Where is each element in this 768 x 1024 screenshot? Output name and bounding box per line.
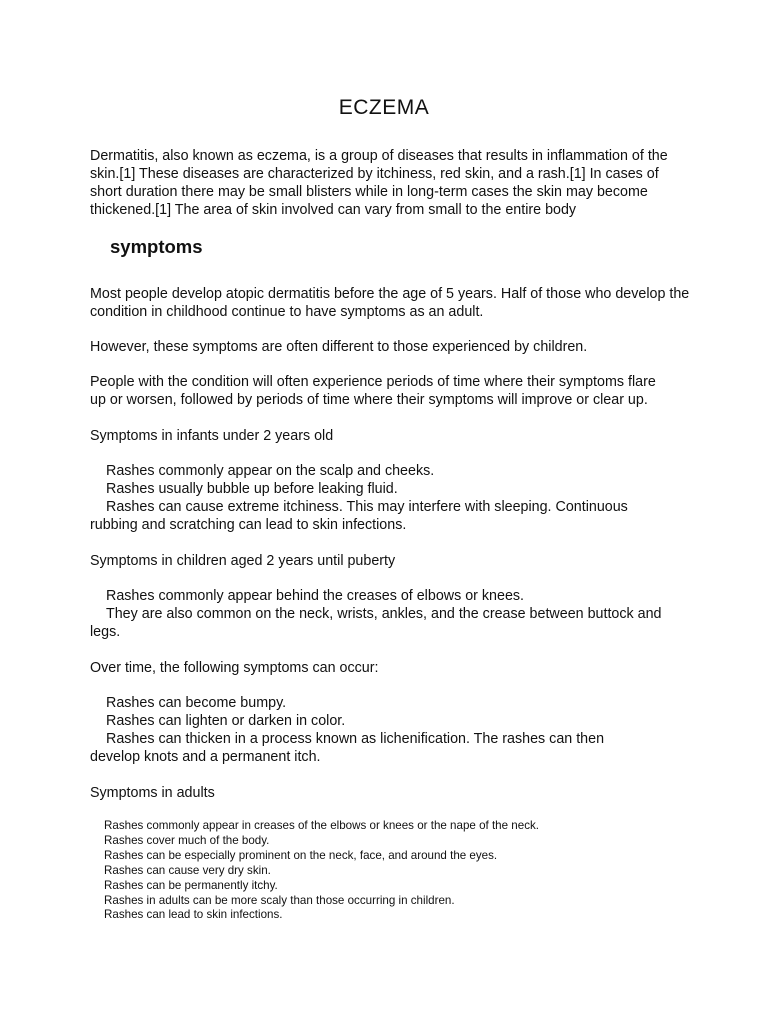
periods-paragraph: People with the condition will often experience periods of time where their symptoms flare up or worsen, followed by periods of time where their symptoms will improve or clear up. [90,374,656,408]
over-time-heading: Over time, the following symptoms can occur: [90,660,379,676]
intro-paragraph: Dermatitis, also known as eczema, is a group of diseases that results in inflammation of the skin.[1] These diseases are characterized by itchiness, red skin, and a rash.[1] In cases of short duration there may be small blisters while in long-term cases the skin may become thickened.[1] The area of skin involved can vary from small to the entire body [90,148,668,218]
adults-list [104,819,539,923]
children-list [90,587,680,641]
list-item: Rashes commonly appear on the scalp and cheeks. [106,463,435,479]
list-item: Rashes can lead to skin infections. [104,908,283,922]
list-item: Rashes in adults can be more scaly than those occurring in children. [104,893,455,907]
list-item: Rashes can thicken in a process known as lichenification. The rashes can then develop knots and a permanent itch. [90,731,605,765]
list-item: Rashes commonly appear behind the creases of elbows or knees. [106,588,525,604]
list-item: Rashes can cause extreme itchiness. This may interfere with sleeping. Continuous rubbing and scratching can lead to skin infections. [90,499,628,533]
children-heading: Symptoms in children aged 2 years until puberty [90,553,396,569]
list-item: Rashes can be permanently itchy. [104,878,278,892]
symptoms-heading: symptoms [110,236,203,257]
list-item: Rashes can be especially prominent on the neck, face, and around the eyes. [104,848,498,862]
infants-heading: Symptoms in infants under 2 years old [90,428,334,444]
over-time-list [90,694,650,766]
list-item: Rashes usually bubble up before leaking fluid. [106,481,398,497]
adults-heading: Symptoms in adults [90,785,215,801]
document-title: ECZEMA [338,96,430,119]
list-item: They are also common on the neck, wrists, ankles, and the crease between buttock and legs. [90,606,662,640]
list-item: Rashes commonly appear in creases of the elbows or knees or the nape of the neck. [104,819,540,832]
list-item: Rashes cover much of the body. [104,833,270,847]
list-item: Rashes can lighten or darken in color. [106,713,346,729]
list-item: Rashes can become bumpy. [106,695,287,711]
list-item: Rashes can cause very dry skin. [104,863,271,877]
age-paragraph: Most people develop atopic dermatitis before the age of 5 years. Half of those who develop the condition in childhood continue to have symptoms as an adult. [90,286,690,320]
infants-list [90,462,670,534]
however-paragraph: However, these symptoms are often different to those experienced by children. [90,339,588,355]
